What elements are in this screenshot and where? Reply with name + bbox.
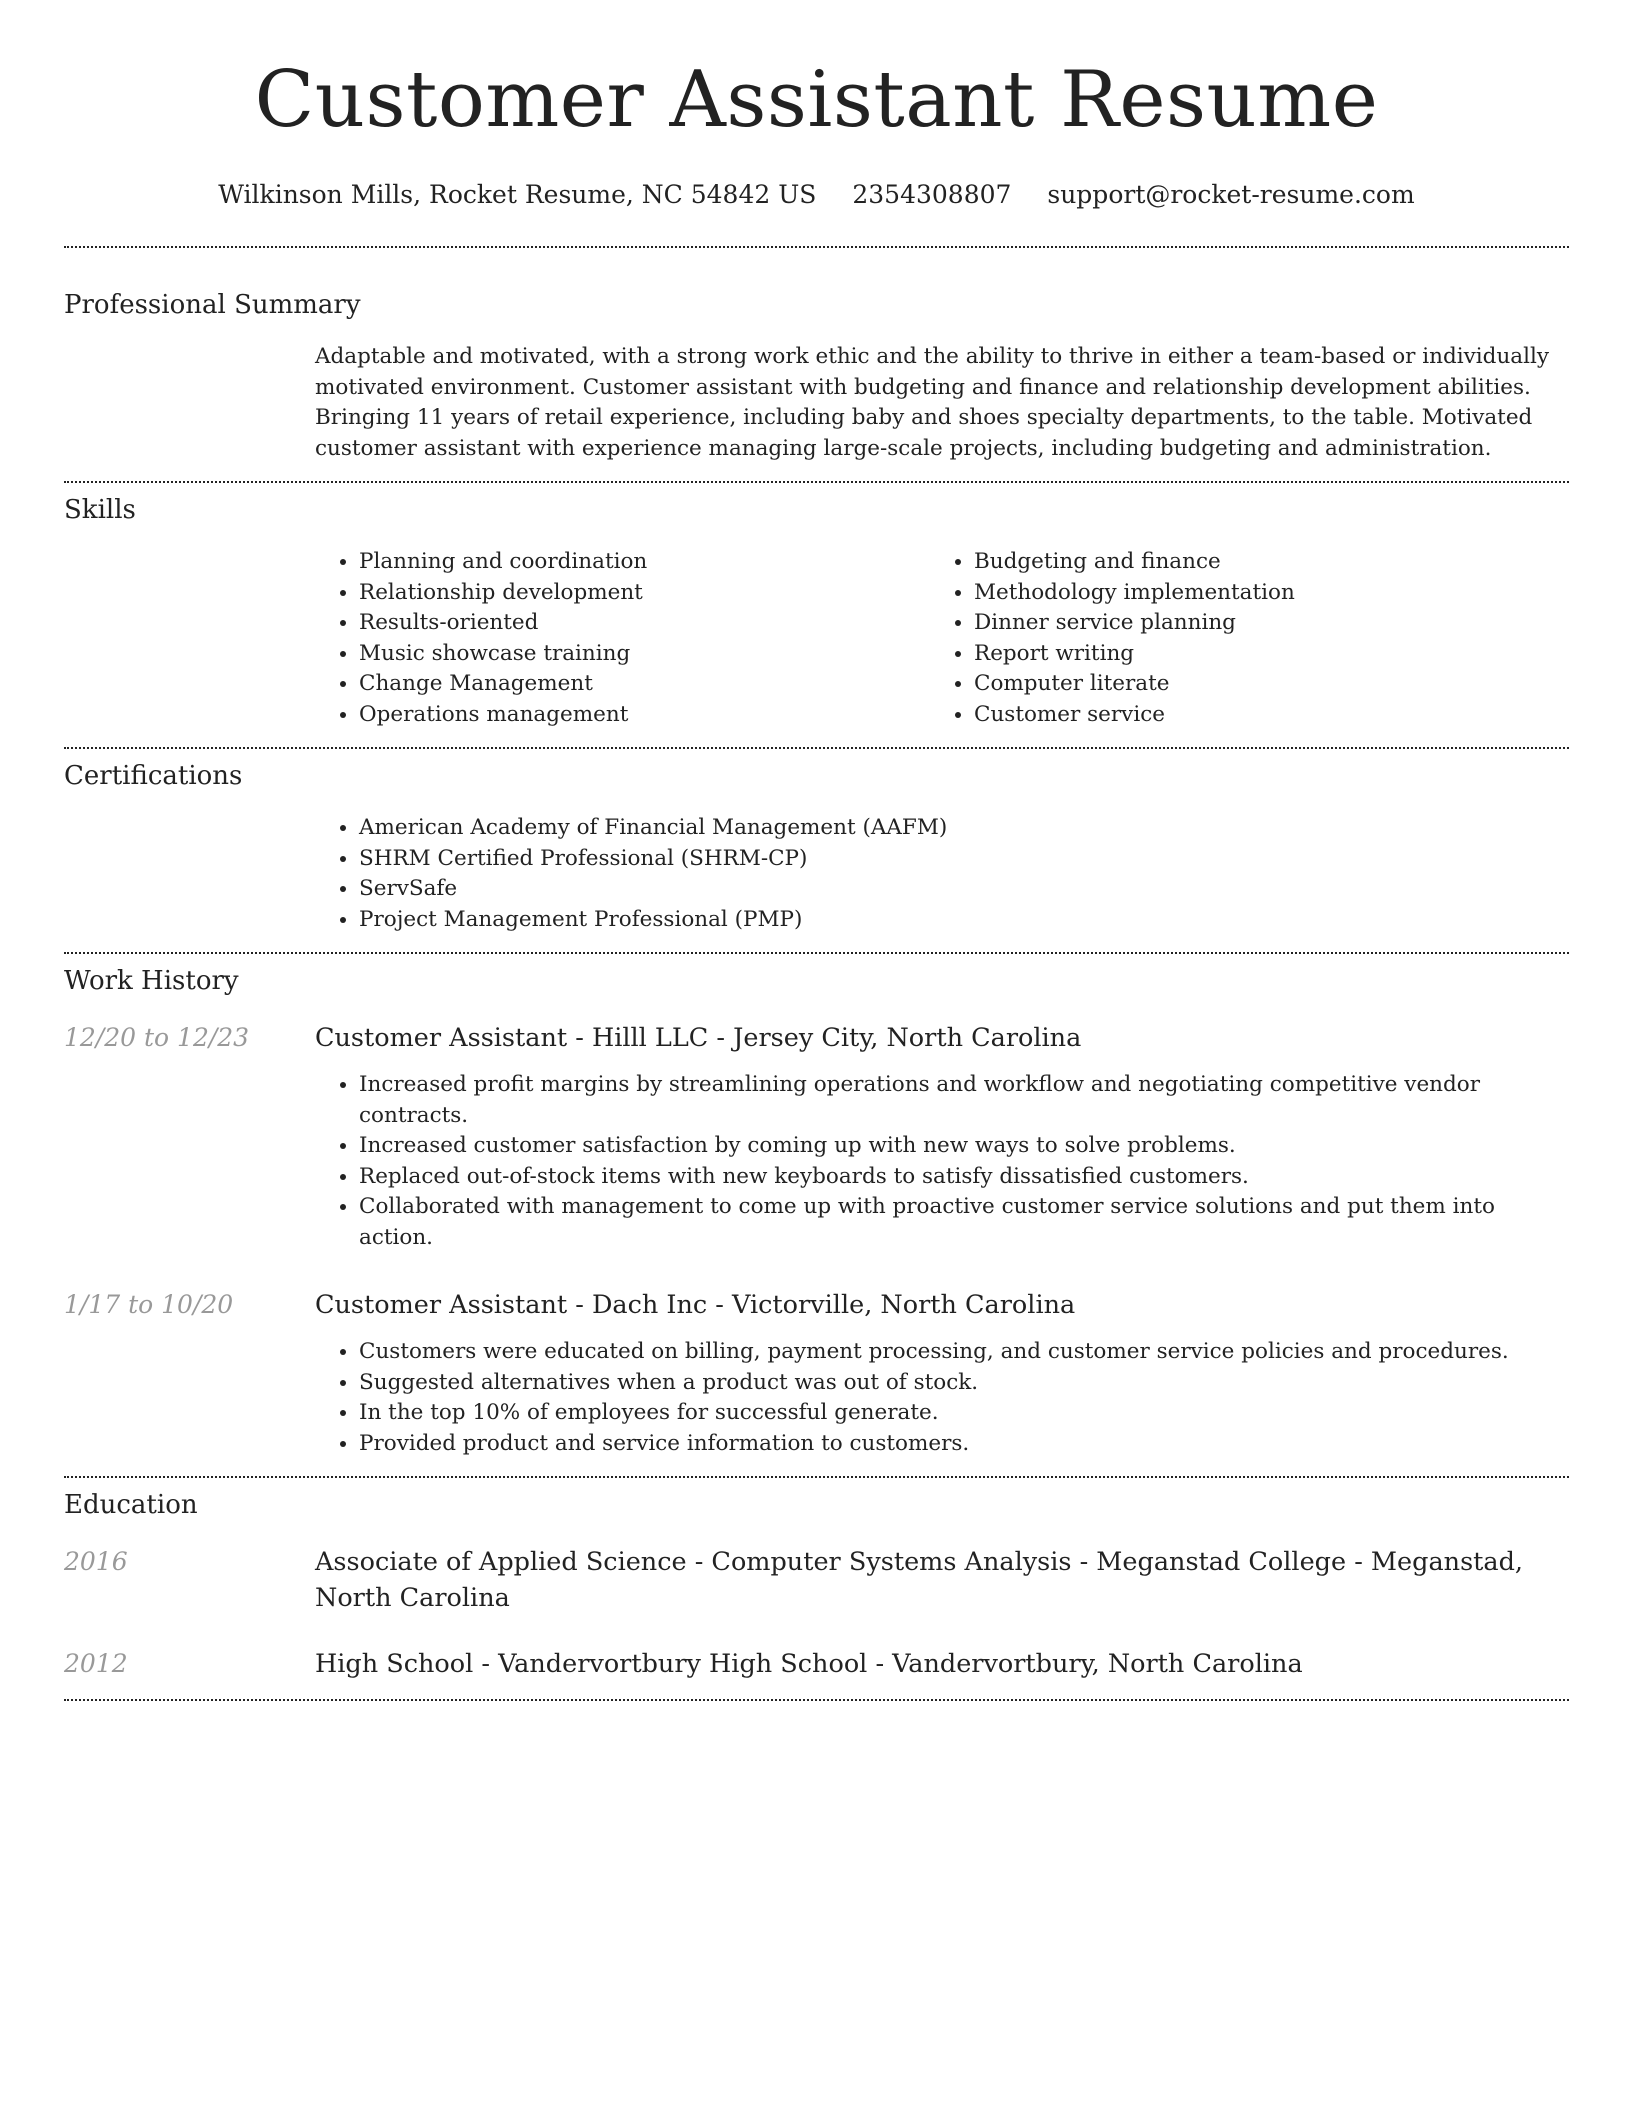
job-bullet: • Replaced out-of-stock items with new keyboards to satisfy dissatisfied customers.	[359, 1162, 1569, 1193]
contact-email: support@rocket-resume.com	[1047, 180, 1415, 209]
job-role: Customer Assistant	[315, 1023, 568, 1053]
education-heading: Education	[64, 1490, 198, 1520]
education-entry	[64, 1544, 1569, 1616]
skill-item: • Customer service	[974, 700, 1545, 731]
job-title: Customer Assistant - Hilll LLC - Jersey City, North Carolina	[315, 1023, 1082, 1053]
education-details	[315, 1544, 1569, 1616]
certifications-list	[315, 813, 1569, 935]
certifications-heading: Certifications	[64, 761, 243, 791]
certification-item: • SHRM Certified Professional (SHRM-CP)	[359, 844, 1569, 875]
contact-phone: 2354308807	[852, 180, 1012, 209]
skill-item: • Operations management	[359, 700, 930, 731]
skill-item: • Planning and coordination	[359, 547, 930, 578]
summary-heading: Professional Summary	[64, 290, 361, 320]
skill-item: • Methodology implementation	[974, 578, 1545, 609]
skills-column-right	[930, 547, 1545, 730]
contact-line	[64, 178, 1569, 212]
job-title: Customer Assistant - Dach Inc - Victorville, North Carolina	[315, 1290, 1076, 1320]
job-role: Customer Assistant	[315, 1290, 568, 1320]
education-degree: Associate of Applied Science - Computer Systems Analysis	[315, 1547, 1072, 1577]
skills-list-left	[315, 547, 930, 730]
skills-heading: Skills	[64, 495, 136, 525]
work-history-heading: Work History	[64, 966, 239, 996]
skill-item: • Change Management	[359, 669, 930, 700]
education-school: Meganstad College - Meganstad, North Carolina	[315, 1547, 1524, 1613]
skill-item: • Dinner service planning	[974, 608, 1545, 639]
education-year: 2012	[64, 1649, 128, 1678]
contact-address: Wilkinson Mills, Rocket Resume, NC 54842 US	[218, 180, 817, 209]
summary-text: Adaptable and motivated, with a strong work ethic and the ability to thrive in either a team-based or individually motivated environment. Customer assistant with budgeting and finance and relationship development abilities. Bringing 11 years of retail experience, including baby and shoes specialty departments, to the table. Motivated customer assistant with experience managing large-scale projects, including budgeting and administration.	[315, 344, 1550, 461]
job-bullets	[315, 1070, 1569, 1253]
certification-item: • Project Management Professional (PMP)	[359, 905, 1569, 936]
job-bullet: • Customers were educated on billing, payment processing, and customer service policies and procedures.	[359, 1337, 1569, 1368]
job-bullet: • Suggested alternatives when a product was out of stock.	[359, 1368, 1569, 1399]
skill-item: • Music showcase training	[359, 639, 930, 670]
skill-item: • Relationship development	[359, 578, 930, 609]
education-title: Associate of Applied Science - Computer Systems Analysis - Meganstad College - Meganstad, North Carolina	[315, 1547, 1524, 1613]
skill-item: • Computer literate	[974, 669, 1545, 700]
job-entry	[64, 1287, 1569, 1459]
job-bullet: • Increased profit margins by streamlining operations and workflow and negotiating competitive vendor contracts.	[359, 1070, 1569, 1131]
certifications-bullets	[315, 813, 1569, 935]
work-history-section	[64, 954, 1569, 1476]
certification-item: • American Academy of Financial Management (AAFM)	[359, 813, 1569, 844]
certification-item: • ServSafe	[359, 874, 1569, 905]
education-details	[315, 1646, 1569, 1682]
education-school: Vandervortbury High School - Vandervortbury, North Carolina	[498, 1649, 1303, 1679]
resume-title: Customer Assistant Resume	[254, 55, 1379, 145]
job-bullet: • Collaborated with management to come up with proactive customer service solutions and put them into action.	[359, 1192, 1569, 1253]
skills-column-left	[315, 547, 930, 730]
education-entry	[64, 1646, 1569, 1682]
skills-list-right	[930, 547, 1545, 730]
job-details	[315, 1287, 1569, 1459]
job-company: Dach Inc - Victorville, North Carolina	[591, 1290, 1076, 1320]
education-title: High School - Vandervortbury High School - Vandervortbury, North Carolina	[315, 1649, 1303, 1679]
education-section	[64, 1478, 1569, 1699]
summary-section	[64, 248, 1569, 481]
job-dates: 1/17 to 10/20	[64, 1290, 234, 1319]
job-bullets	[315, 1337, 1569, 1459]
skill-item: • Report writing	[974, 639, 1545, 670]
skill-item: • Results-oriented	[359, 608, 930, 639]
job-details	[315, 1020, 1569, 1253]
job-entry	[64, 1020, 1569, 1253]
education-year: 2016	[64, 1547, 128, 1576]
skills-list	[315, 547, 1569, 730]
job-dates: 12/20 to 12/23	[64, 1023, 250, 1052]
certifications-section	[64, 749, 1569, 952]
job-bullet: • Provided product and service information to customers.	[359, 1429, 1569, 1460]
job-bullet: • Increased customer satisfaction by coming up with new ways to solve problems.	[359, 1131, 1569, 1162]
skills-section	[64, 483, 1569, 747]
section-divider	[64, 1699, 1569, 1701]
skill-item: • Budgeting and finance	[974, 547, 1545, 578]
education-degree: High School	[315, 1649, 474, 1679]
job-bullet: • In the top 10% of employees for successful generate.	[359, 1398, 1569, 1429]
resume-page	[64, 0, 1569, 1701]
job-company: Hilll LLC - Jersey City, North Carolina	[591, 1023, 1082, 1053]
